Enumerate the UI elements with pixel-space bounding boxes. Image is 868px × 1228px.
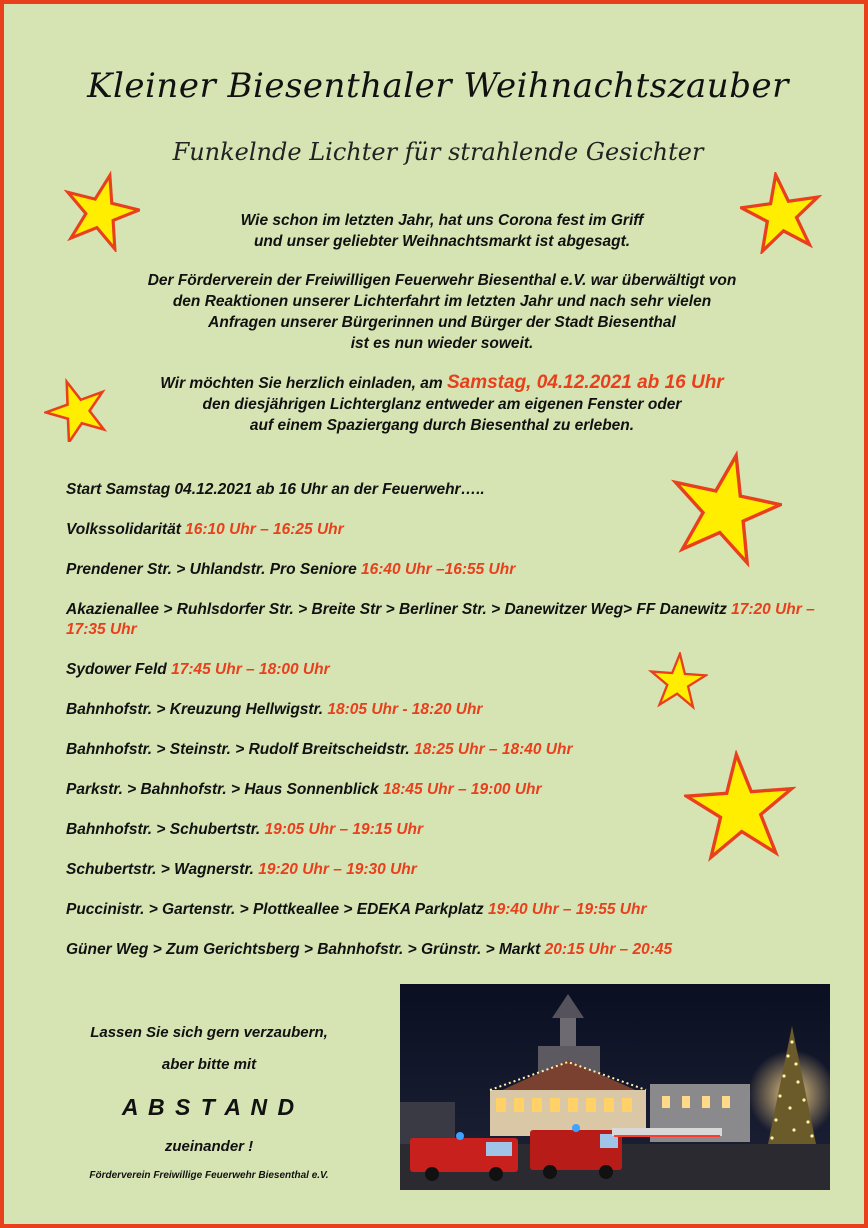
intro-paragraph-1: Wie schon im letzten Jahr, hat uns Corona fest im Griff und unser geliebter Weihnachtsmarkt ist abgesagt. <box>240 212 644 250</box>
schedule-item: Akazienallee > Ruhlsdorfer Str. > Breite Str > Berliner Str. > Danewitzer Weg> FF Danewitz 17:20 Uhr – 17:35 Uhr <box>66 601 815 638</box>
event-date-highlight: Samstag, 04.12.2021 ab 16 Uhr <box>446 372 724 393</box>
abstand-heading: A B S T A N D <box>121 1094 297 1120</box>
schedule-item: Güner Weg > Zum Gerichtsberg > Bahnhofstr. > Grünstr. > Markt 20:15 Uhr – 20:45 <box>66 941 673 958</box>
schedule-item: Bahnhofstr. > Steinstr. > Rudolf Breitscheidstr. 18:25 Uhr – 18:40 Uhr <box>66 741 573 758</box>
closing-line-4: zueinander ! <box>164 1138 254 1155</box>
schedule-item: Puccinistr. > Gartenstr. > Plottkeallee > EDEKA Parkplatz 19:40 Uhr – 19:55 Uhr <box>66 901 647 918</box>
closing-line-1: Lassen Sie sich gern verzaubern, <box>90 1024 328 1041</box>
schedule-item: Schubertstr. > Wagnerstr. 19:20 Uhr – 19:30 Uhr <box>66 861 417 878</box>
intro-paragraph-2: Der Förderverein der Freiwilligen Feuerwehr Biesenthal e.V. war überwältigt von den Reaktionen unserer Lichterfahrt im letzten Jahr und nach sehr vielen Anfragen unserer Bürgerinnen und Bürger der Stadt Biesenthal ist es nun wieder soweit. <box>147 272 737 352</box>
page-subtitle: Funkelnde Lichter für strahlende Gesichter <box>172 138 704 166</box>
star-icon <box>684 750 796 864</box>
schedule-item: Prendener Str. > Uhlandstr. Pro Seniore 16:40 Uhr –16:55 Uhr <box>66 561 516 578</box>
schedule-item: Volkssolidarität 16:10 Uhr – 16:25 Uhr <box>66 521 344 538</box>
schedule-item: Sydower Feld 17:45 Uhr – 18:00 Uhr <box>66 661 330 678</box>
page-title: Kleiner Biesenthaler Weihnachtszauber <box>87 66 789 106</box>
night-photo-town-hall <box>400 984 830 1190</box>
schedule-item: Parkstr. > Bahnhofstr. > Haus Sonnenblick 18:45 Uhr – 19:00 Uhr <box>66 781 542 798</box>
schedule-item: Bahnhofstr. > Kreuzung Hellwigstr. 18:05 Uhr - 18:20 Uhr <box>66 701 483 718</box>
closing-line-2: aber bitte mit <box>161 1056 257 1073</box>
schedule-start: Start Samstag 04.12.2021 ab 16 Uhr an der Feuerwehr….. <box>66 481 485 498</box>
schedule-item: Bahnhofstr. > Schubertstr. 19:05 Uhr – 19:15 Uhr <box>66 821 424 838</box>
signature: Förderverein Freiwillige Feuerwehr Biesenthal e.V. <box>89 1170 329 1181</box>
intro-paragraph-3: Wir möchten Sie herzlich einladen, am Samstag, 04.12.2021 ab 16 Uhr den diesjährigen Lichterglanz entweder am eigenen Fenster oder auf einem Spaziergang durch Biesenthal zu erleben. <box>160 372 724 434</box>
star-icon <box>668 448 782 568</box>
night-scene-illustration <box>400 984 830 1190</box>
